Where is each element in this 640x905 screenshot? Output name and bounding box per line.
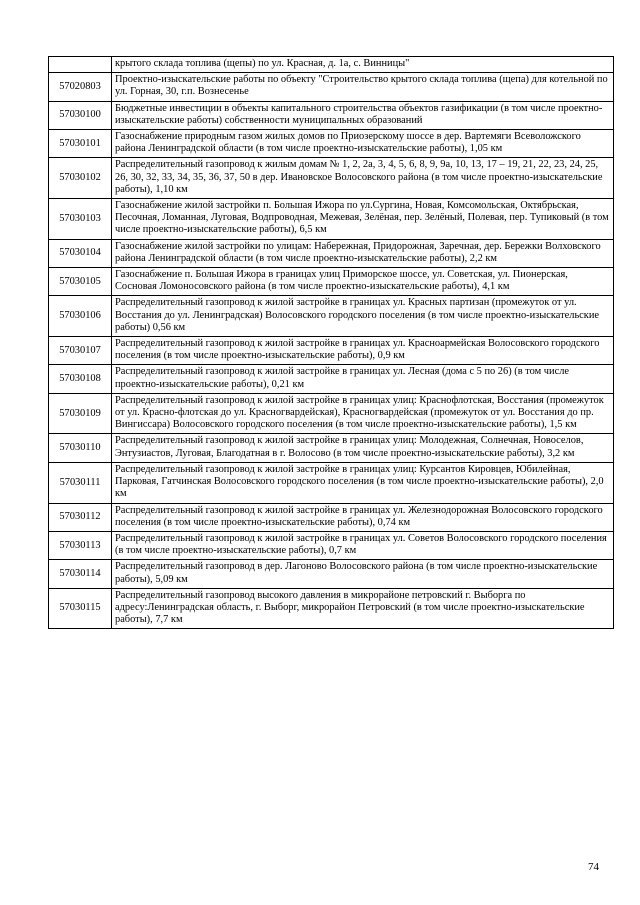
- row-code-cell: 57030112: [49, 503, 112, 531]
- table-row: [49, 560, 614, 588]
- table-row: [49, 462, 614, 503]
- row-code-cell: 57030103: [49, 199, 112, 240]
- row-code-cell: 57020803: [49, 73, 112, 101]
- table-row: [49, 588, 614, 629]
- row-description-cell: Распределительный газопровод к жилой застройке в границах улиц: Курсантов Кировцев, Юбилейная, Парковая, Гатчинская Волосовского городского поселения (в том числе проектно-изыскательские работы), 2,0 км: [112, 462, 614, 503]
- row-description-cell: Распределительный газопровод к жилой застройке в границах ул. Красноармейская Волосовского городского поселения (в том числе проектно-изыскательские работы), 0,9 км: [112, 337, 614, 365]
- table-row: [49, 199, 614, 240]
- row-code-cell: 57030102: [49, 158, 112, 199]
- row-code-cell: 57030101: [49, 130, 112, 158]
- row-description-cell: Распределительный газопровод к жилым домам № 1, 2, 2а, 3, 4, 5, 6, 8, 9, 9а, 10, 13, 17 – 19, 21, 22, 23, 24, 25, 26, 30, 32, 33, 34, 35, 36, 37, 50 в дер. Ивановское Волосовского района (в том числе проектно-изыскательские работы), 1,10 км: [112, 158, 614, 199]
- row-description-cell: Распределительный газопровод в дер. Лагоново Волосовского района (в том числе проектно-изыскательские работы), 5,09 км: [112, 560, 614, 588]
- budget-table-section: [48, 56, 614, 629]
- row-code-cell: 57030110: [49, 434, 112, 462]
- row-code-cell: 57030115: [49, 588, 112, 629]
- row-description-cell: Распределительный газопровод к жилой застройке в границах ул. Советов Волосовского городского поселения (в том числе проектно-изыскательские работы), 0,7 км: [112, 531, 614, 559]
- table-body: [49, 57, 614, 629]
- row-code-cell: 57030107: [49, 337, 112, 365]
- row-description-cell: Газоснабжение природным газом жилых домов по Приозерскому шоссе в дер. Вартемяги Всеволожского района Ленинградской области (в том числе проектно-изыскательские работы), 1,05 км: [112, 130, 614, 158]
- row-description-cell: Газоснабжение жилой застройки по улицам: Набережная, Придорожная, Заречная, дер. Бережки Волховского района Ленинградской области (в том числе проектно-изыскательские работы), 2,2 км: [112, 239, 614, 267]
- row-code-cell: 57030106: [49, 296, 112, 337]
- page-number: 74: [588, 861, 599, 873]
- table-row: [49, 393, 614, 434]
- row-description-cell: Проектно-изыскательские работы по объекту "Строительство крытого склада топлива (щепа) для котельной по ул. Горная, 30, г.п. Вознесенье: [112, 73, 614, 101]
- row-code-cell: 57030105: [49, 268, 112, 296]
- table-row: [49, 158, 614, 199]
- row-code-cell: 57030109: [49, 393, 112, 434]
- row-description-cell: Распределительный газопровод к жилой застройке в границах ул. Железнодорожная Волосовского городского поселения (в том числе проектно-изыскательские работы), 0,74 км: [112, 503, 614, 531]
- table-row: [49, 531, 614, 559]
- table-row: [49, 296, 614, 337]
- row-description-cell: крытого склада топлива (щепы) по ул. Красная, д. 1а, с. Винницы": [112, 57, 614, 73]
- row-description-cell: Газоснабжение п. Большая Ижора в границах улиц Приморское шоссе, ул. Советская, ул. Пионерская, Сосновая Ломоносовского района (в том числе проектно-изыскательские работы), 4,1 км: [112, 268, 614, 296]
- table-row: [49, 57, 614, 73]
- table-row: [49, 337, 614, 365]
- table-row: [49, 503, 614, 531]
- row-description-cell: Газоснабжение жилой застройки п. Большая Ижора по ул.Сургина, Новая, Комсомольская, Октябрьская, Песочная, Ломанная, Луговая, Водпроводная, Межевая, Зелёная, пер. Зелёный, Полевая, пер. Тупиковый (в том числе проектно-изыскательские работы), 6,5 км: [112, 199, 614, 240]
- row-code-cell: 57030104: [49, 239, 112, 267]
- row-description-cell: Бюджетные инвестиции в объекты капитального строительства объектов газификации (в том числе проектно-изыскательские работы) собственности муниципальных образований: [112, 101, 614, 129]
- row-code-cell: 57030113: [49, 531, 112, 559]
- table-row: [49, 239, 614, 267]
- table-row: [49, 268, 614, 296]
- row-code-cell: 57030100: [49, 101, 112, 129]
- row-description-cell: Распределительный газопровод к жилой застройке в границах ул. Красных партизан (промежуток от ул. Восстания до ул. Ленинградская) Волосовского городского поселения (в том числе проектно-изыскательские работы) 0,56 км: [112, 296, 614, 337]
- row-code-cell: 57030108: [49, 365, 112, 393]
- budget-code-table: [48, 56, 614, 629]
- table-row: [49, 365, 614, 393]
- row-description-cell: Распределительный газопровод к жилой застройке в границах ул. Лесная (дома с 5 по 26) (в том числе проектно-изыскательские работы), 0,21 км: [112, 365, 614, 393]
- row-code-cell: 57030114: [49, 560, 112, 588]
- table-row: [49, 434, 614, 462]
- row-code-cell: [49, 57, 112, 73]
- row-code-cell: 57030111: [49, 462, 112, 503]
- row-description-cell: Распределительный газопровод высокого давления в микрорайоне петровский г. Выборга по адресу:Ленинградская область, г. Выборг, микрорайон Петровский (в том числе проектно-изыскательские работы), 7,7 км: [112, 588, 614, 629]
- row-description-cell: Распределительный газопровод к жилой застройке в границах улиц: Краснофлотская, Восстания (промежуток от ул. Красно-флотская до ул. Красногвардейская), Красногвардейская (промежуток от ул. Восстания до пр. Вингиссара) Волосовского городского поселения (в том числе проектно-изыскательские работы), 1,5 км: [112, 393, 614, 434]
- row-description-cell: Распределительный газопровод к жилой застройке в границах улиц: Молодежная, Солнечная, Новоселов, Энтузиастов, Луговая, Благодатная в г. Волосово (в том числе проектно-изыскательские работы), 3,2 км: [112, 434, 614, 462]
- table-row: [49, 73, 614, 101]
- table-row: [49, 130, 614, 158]
- table-row: [49, 101, 614, 129]
